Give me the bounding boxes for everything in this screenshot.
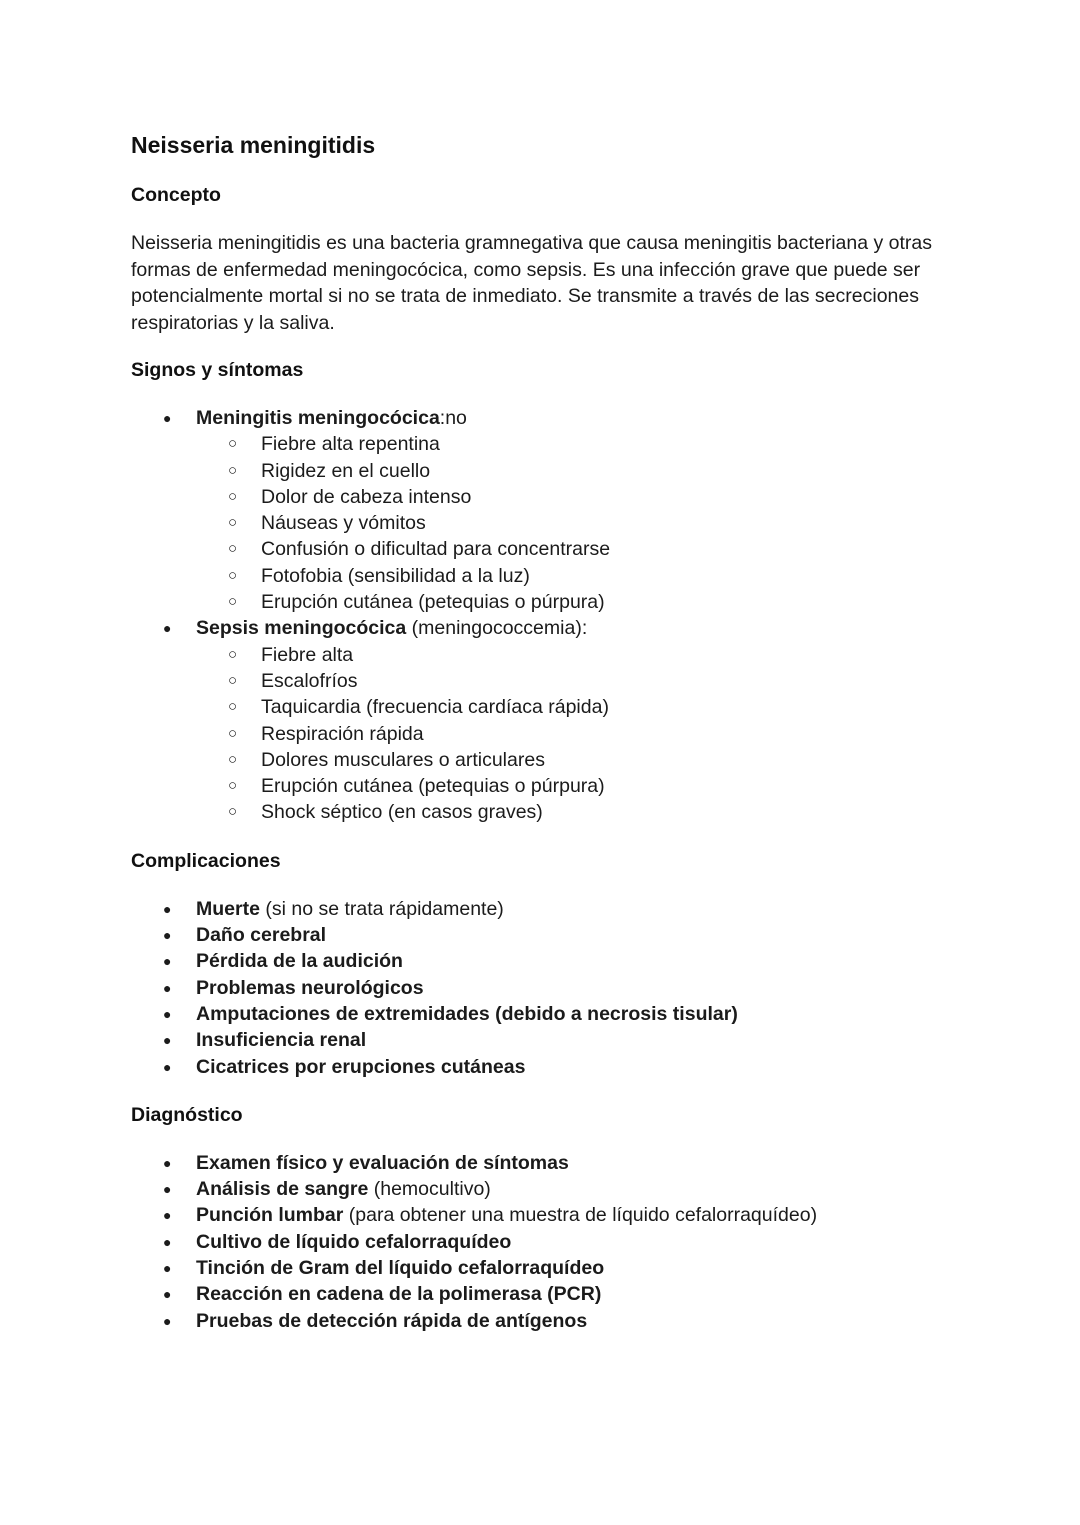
list-item-text: (si no se trata rápidamente) [259,897,504,920]
list-item-text: (hemocultivo) [368,1178,491,1201]
complicaciones-list [131,896,971,1080]
section-heading-signos: Signos y síntomas [131,359,304,381]
list-item [131,405,971,615]
list-item [131,975,971,1001]
sublist-item: ○ Erupción cutánea (petequias o púrpura) [131,589,971,615]
list-item-bold: Sepsis meningocócica [196,617,407,640]
sublist-item: ○ Shock séptico (en casos graves) [131,799,971,825]
list-item-bold: Análisis de sangre [196,1178,369,1201]
list-item-bold: Pérdida de la audición [196,950,403,973]
list-item-bold: Insuficiencia renal [196,1029,367,1052]
list-item-bold: Daño cerebral [196,924,327,947]
list-item [131,1202,971,1228]
sublist-item: ○ Dolor de cabeza intenso [131,484,971,510]
list-item-bold: Muerte [196,897,260,920]
section-heading-concepto: Concepto [131,184,221,206]
list-item [131,1027,971,1053]
document-page [131,128,971,1334]
list-item-text: (meningococcemia): [406,617,588,640]
list-item [131,1176,971,1202]
concepto-paragraph: Neisseria meningitidis es una bacteria gramnegativa que causa meningitis bacteriana y otras formas de enfermedad meningocócica, como sepsis. Es una infección grave que puede ser potencialmente mortal si no se trata de inmediato. Se transmite a través de las secreciones respiratorias y la saliva. [131,232,933,334]
sublist-item: ○ Náuseas y vómitos [131,510,971,536]
section-heading-diagnostico: Diagnóstico [131,1103,243,1126]
diagnostico-list [131,1150,971,1334]
list-item-bold: Tinción de Gram del líquido cefalorraquídeo [196,1257,605,1280]
list-item-bold: Cicatrices por erupciones cutáneas [196,1055,526,1078]
sublist-item: ○ Respiración rápida [131,721,971,747]
sublist-item: ○ Fiebre alta [131,642,971,668]
sublist [196,431,971,615]
list-item-bold: Amputaciones de extremidades (debido a necrosis tisular) [196,1002,738,1025]
sublist-item: ○ Taquicardia (frecuencia cardíaca rápida) [131,694,971,720]
list-item-bold: Problemas neurológicos [196,976,424,999]
list-item [131,615,971,825]
list-item-bold: Meningitis meningocócica [196,407,440,429]
list-item-bold: Examen físico y evaluación de síntomas [196,1151,569,1174]
sublist-item: ○ Escalofríos [131,668,971,694]
sublist-item: ○ Fotofobia (sensibilidad a la luz) [131,563,971,589]
list-item-bold: Pruebas de detección rápida de antígenos [196,1309,588,1332]
section-heading-complicaciones: Complicaciones [131,849,281,872]
sublist [196,642,971,826]
list-item [131,1150,971,1176]
sublist-item: ○ Confusión o dificultad para concentrarse [131,536,971,562]
list-item-text: (para obtener una muestra de líquido cefalorraquídeo) [343,1204,818,1227]
sublist-item: ○ Rigidez en el cuello [131,458,971,484]
list-item [131,1054,971,1080]
list-item-bold: Cultivo de líquido cefalorraquídeo [196,1230,512,1253]
list-item-bold: Reacción en cadena de la polimerasa (PCR) [196,1283,602,1306]
list-item [131,1281,971,1307]
sublist-item: ○ Fiebre alta repentina [131,431,971,457]
list-item [131,948,971,974]
sublist-item: ○ Erupción cutánea (petequias o púrpura) [131,773,971,799]
list-item [131,1255,971,1281]
document-title: Neisseria meningitidis [131,132,376,158]
list-item [131,922,971,948]
list-item [131,1308,971,1334]
list-item [131,1001,971,1027]
list-item [131,896,971,922]
list-item [131,1229,971,1255]
list-item-bold: Punción lumbar [196,1204,344,1227]
list-item-text: :no [439,407,467,429]
signos-list [131,405,971,826]
sublist-item: ○ Dolores musculares o articulares [131,747,971,773]
